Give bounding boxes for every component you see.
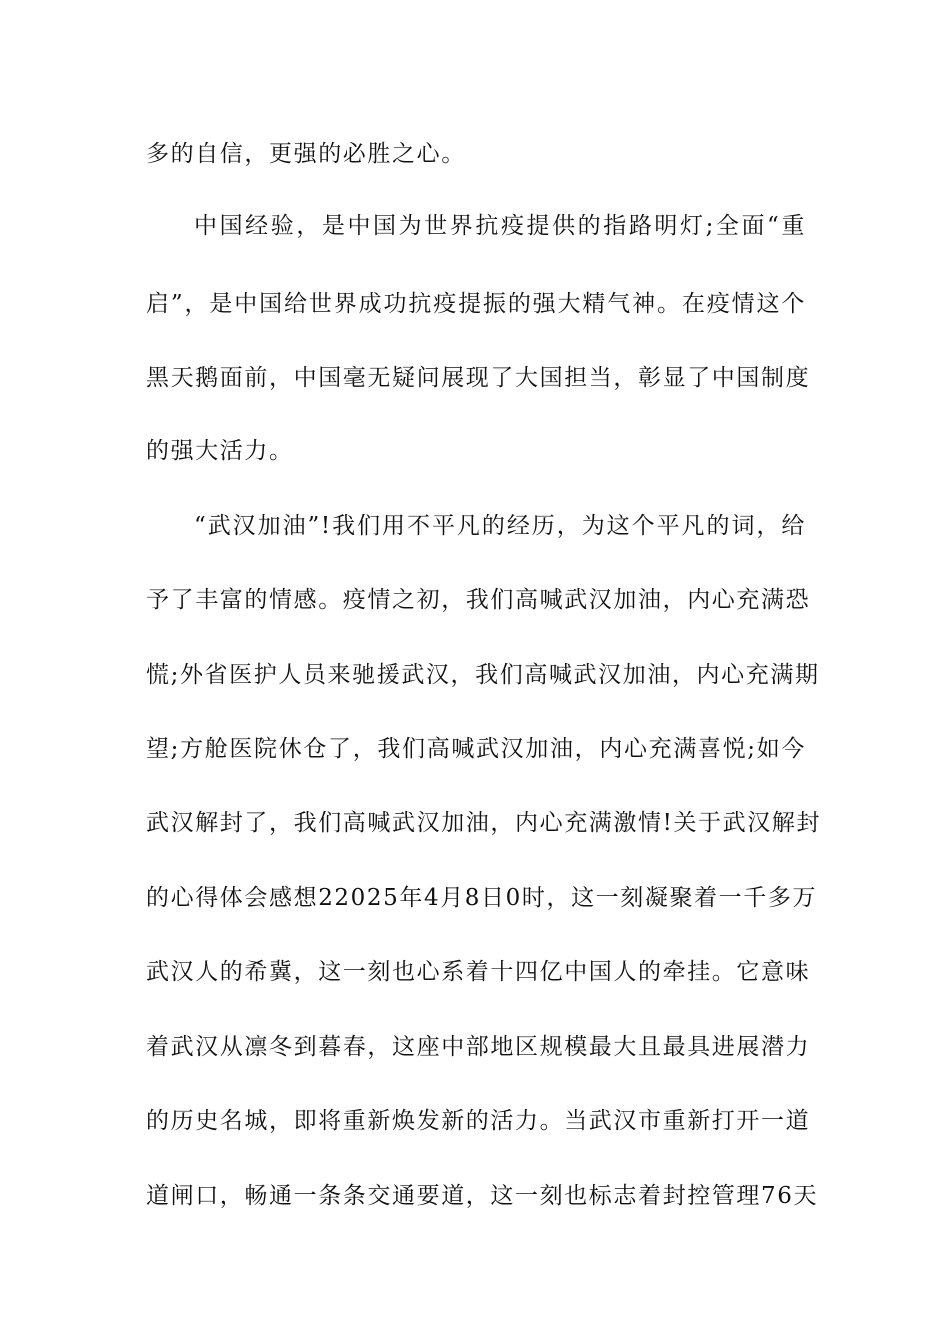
text-line-1: 多的自信，更强的必胜之心。 [146, 141, 466, 167]
text-line-3: 启”，是中国给世界成功抗疫提振的强大精气神。在疫情这个 [146, 291, 806, 317]
text-line-10: 武汉解封了，我们高喊武汉加油，内心充满激情!关于武汉解封 [146, 810, 822, 836]
text-line-2: 中国经验，是中国为世界抗疫提供的指路明灯;全面“重 [194, 213, 806, 239]
text-line-9: 望;方舱医院休仓了，我们高喊武汉加油，内心充满喜悦;如今 [146, 736, 806, 762]
text-line-15: 道闸口，畅通一条条交通要道，这一刻也标志着封控管理76天 [146, 1183, 819, 1209]
text-line-11: 的心得体会感想22025年4月8日0时，这一刻凝聚着一千多万 [146, 885, 818, 911]
text-line-7: 予了丰富的情感。疫情之初，我们高喊武汉加油，内心充满恐 [146, 587, 811, 613]
text-line-4: 黑天鹅面前，中国毫无疑问展现了大国担当，彰显了中国制度 [146, 365, 811, 391]
text-line-13: 着武汉从凛冬到暮春，这座中部地区规模最大且最具进展潜力 [146, 1034, 811, 1060]
text-line-5: 的强大活力。 [146, 438, 294, 464]
text-line-8: 慌;外省医护人员来驰援武汉，我们高喊武汉加油，内心充满期 [146, 662, 820, 688]
text-line-6: “武汉加油”!我们用不平凡的经历，为这个平凡的词，给 [194, 513, 806, 539]
text-line-14: 的历史名城，即将重新焕发新的活力。当武汉市重新打开一道 [146, 1108, 811, 1134]
text-line-12: 武汉人的希冀，这一刻也心系着十四亿中国人的牵挂。它意味 [146, 959, 811, 985]
